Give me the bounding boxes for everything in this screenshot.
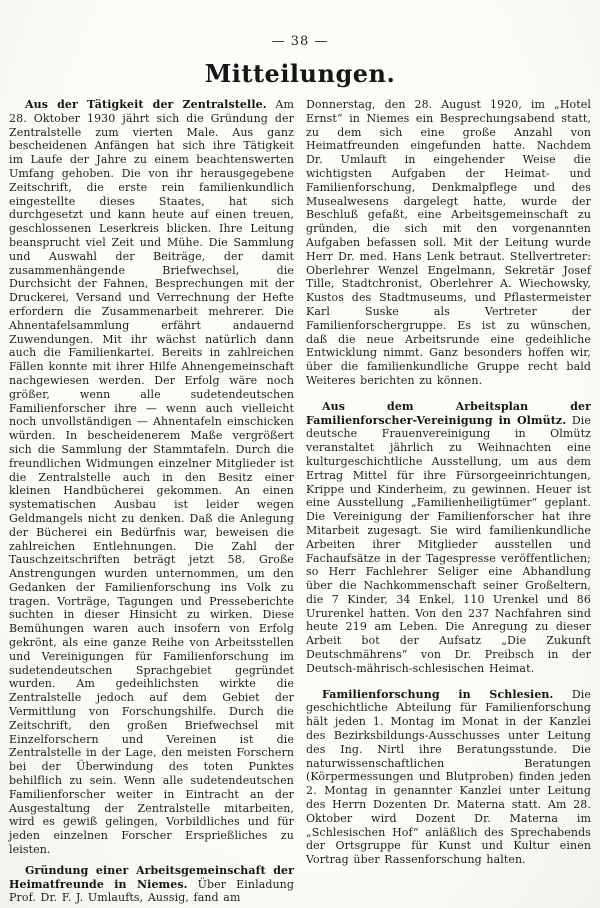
page-title: Mitteilungen. — [204, 59, 396, 88]
article-body-zentralstelle: Am 28. Oktober 1930 jährt sich die Gründung der Zentralstelle zum vierten Male. Aus ganz bescheidenen Anfängen hat sich ihre Tätigkeit im Laufe der Jahre zu einem beachtenswerten Umfang gehoben. Die von ihr herausgegebene Zeitschrift, die erste rein familienkundlich eingestellte dieses Staates, hat sich durchgesetzt und kann heute auf einen treuen, geschlossenen Leserkreis blicken. Ihre Leitung beansprucht viel Zeit und Mühe. Die Sammlung und Auswahl der Beiträge, der damit zusammenhängende Briefwechsel, die Durchsicht der Fahnen, Besprechungen mit der Druckerei, Versand und Verrechnung der Hefte erfordern die Zusammenarbeit mehrerer. Die Ahnentafelsammlung erfährt andauernd Zuwendungen. Mit ihr wächst natürlich dann auch die Familienkartei. Bereits in zahlreichen Fällen konnte mit ihrer Hilfe Ahnengemeinschaft nachgewiesen werden. Der Erfolg wäre noch größer, wenn alle sudetendeutschen Familienforscher ihre — wenn auch vielleicht noch unvollständigen — Ahnentafeln einschicken würden. In bescheidenerem Maße vergrößert sich die Sammlung der Stammtafeln. Durch die freundlichen Widmungen einzelner Mitglieder ist die Zentralstelle auch in den Besitz einer kleinen Handbücherei gekommen. An einen systematischen Ausbau ist leider wegen Geldmangels nicht zu denken. Daß die Anlegung der Bücherei ein Bedürfnis war, beweisen die zahlreichen Entlehnungen. Die Zahl der Tauschzeitschriften beträgt jetzt 58. Große Anstrengungen wurden unternommen, um den Gedanken der Familienforschung ins Volk zu tragen. Vorträge, Tagungen und Presseberichte suchten in dieser Hinsicht zu wirken. Diese Bemühungen waren auch insofern von Erfolg gekrönt, als eine ganze Reihe von Arbeitsstellen und Vereinigungen für Familienforschung im sudetendeutschen Sprachgebiet gegründet wurden. Am gedeihlichsten wirkte die Zentralstelle jedoch auf dem Gebiet der Vermittlung von Forschungshilfe. Durch die Zeitschrift, den großen Briefwechsel mit Einzelforschern und Vereinen ist die Zentralstelle in der Lage, den meisten Forschern bei der Überwindung des toten Punktes behilflich zu sein. Wenn alle sudetendeutschen Familienforscher weiter in Eintracht an der Ausgestaltung der Zentralstelle mitarbeiten, wird es gewiß gelingen, Vorbildliches und für jeden einzelnen Forscher Ersprießliches zu leisten. — [9, 98, 294, 857]
right-column — [306, 98, 591, 905]
article-zentralstelle — [9, 98, 294, 857]
left-column — [9, 98, 294, 905]
article-body-niemes-continuation: Donnerstag, den 28. August 1920, im „Hotel Ernst“ in Niemes ein Besprechungsabend statt, zu dem sich eine große Anzahl von Heimatfreunden eingefunden hatte. Nachdem Dr. Umlauft in eingehender Weise die wichtigsten Aufgaben der Heimat- und Familienforschung, Denkmalpflege und des Musealwesens dargelegt hatte, wurde der Beschluß gefaßt, eine Arbeitsgemeinschaft zu gründen, die sich mit den vorgenannten Aufgaben befassen soll. Mit der Leitung wurde Herr Dr. med. Hans Lenk betraut. Stellvertreter: Oberlehrer Wenzel Engelmann, Sekretär Josef Tille, Stadtchronist, Oberlehrer A. Wiechowsky, Kustos des Stadtmuseums, und Pflastermeister Karl Suske als Vertreter der Familienforschergruppe. Es ist zu wünschen, daß die neue Arbeitsrunde eine gedeihliche Entwicklung nimmt. Ganz besonders hoffen wir, über die familienkundliche Gruppe recht bald Weiteres berichten zu können. — [306, 98, 591, 387]
article-heading-olmuetz: Aus dem Arbeitsplan der Familienforscher-Vereinigung in Olmütz. — [306, 399, 591, 427]
article-heading-niemes: Gründung einer Arbeitsgemeinschaft der Heimatfreunde in Niemes. — [9, 863, 294, 891]
article-olmuetz — [306, 400, 591, 676]
page-number: — 38 — — [271, 34, 329, 49]
article-niemes-continuation — [306, 98, 591, 388]
article-heading-zentralstelle: Aus der Tätigkeit der Zentralstelle. — [25, 98, 267, 111]
article-schlesien — [306, 688, 591, 867]
article-heading-schlesien: Familienforschung in Schlesien. — [322, 687, 554, 701]
article-body-olmuetz: Die deutsche Frauenvereinigung in Olmütz veranstaltet jährlich zu Weihnachten eine kulturgeschichtliche Ausstellung, um aus dem Ertrag Mittel für ihre Fürsorgeeinrichtungen, Krippe und Kinderheim, zu gewinnen. Heuer ist eine Ausstellung „Familienheiligtümer“ geplant. Die Vereinigung der Familienforscher hat ihre Mitarbeit zugesagt. Sie wird familienkundliche Arbeiten ihrer Mitglieder ausstellen und Fachaufsätze in der Tagespresse veröffentlichen; so Herr Fachlehrer Seliger eine Abhandlung über die Nachkommenschaft seiner Großeltern, die 7 Kinder, 34 Enkel, 110 Urenkel und 86 Ururenkel hatten. Von den 237 Nachfahren sind heute 219 am Leben. Die Anregung zu dieser Arbeit bot der Aufsatz „Die Zukunft Deutschmährens“ von Dr. Preibsch in der Deutsch-mährisch-schlesischen Heimat. — [306, 413, 591, 675]
article-body-schlesien: Die geschichtliche Abteilung für Familienforschung hält jeden 1. Montag im Monat in der Kanzlei des Bezirksbildungs-Ausschusses unter Leitung des Ing. Nirtl ihre Beratungsstunde. Die naturwissenschaftlichen Beratungen (Körpermessungen und Blutproben) finden jeden 2. Montag in genannter Kanzlei unter Leitung des Herrn Dozenten Dr. Materna statt. Am 28. Oktober wird Dozent Dr. Materna im „Schlesischen Hof“ anläßlich des Sprechabends der Ortsgruppe für Kunst und Kultur einen Vortrag über Rassenforschung halten. — [306, 687, 591, 867]
article-niemes-start — [9, 864, 294, 905]
two-column-layout — [9, 98, 591, 905]
article-body-niemes-start: Über Einladung Prof. Dr. F. J. Umlaufts, Aussig, fand am — [9, 877, 294, 905]
